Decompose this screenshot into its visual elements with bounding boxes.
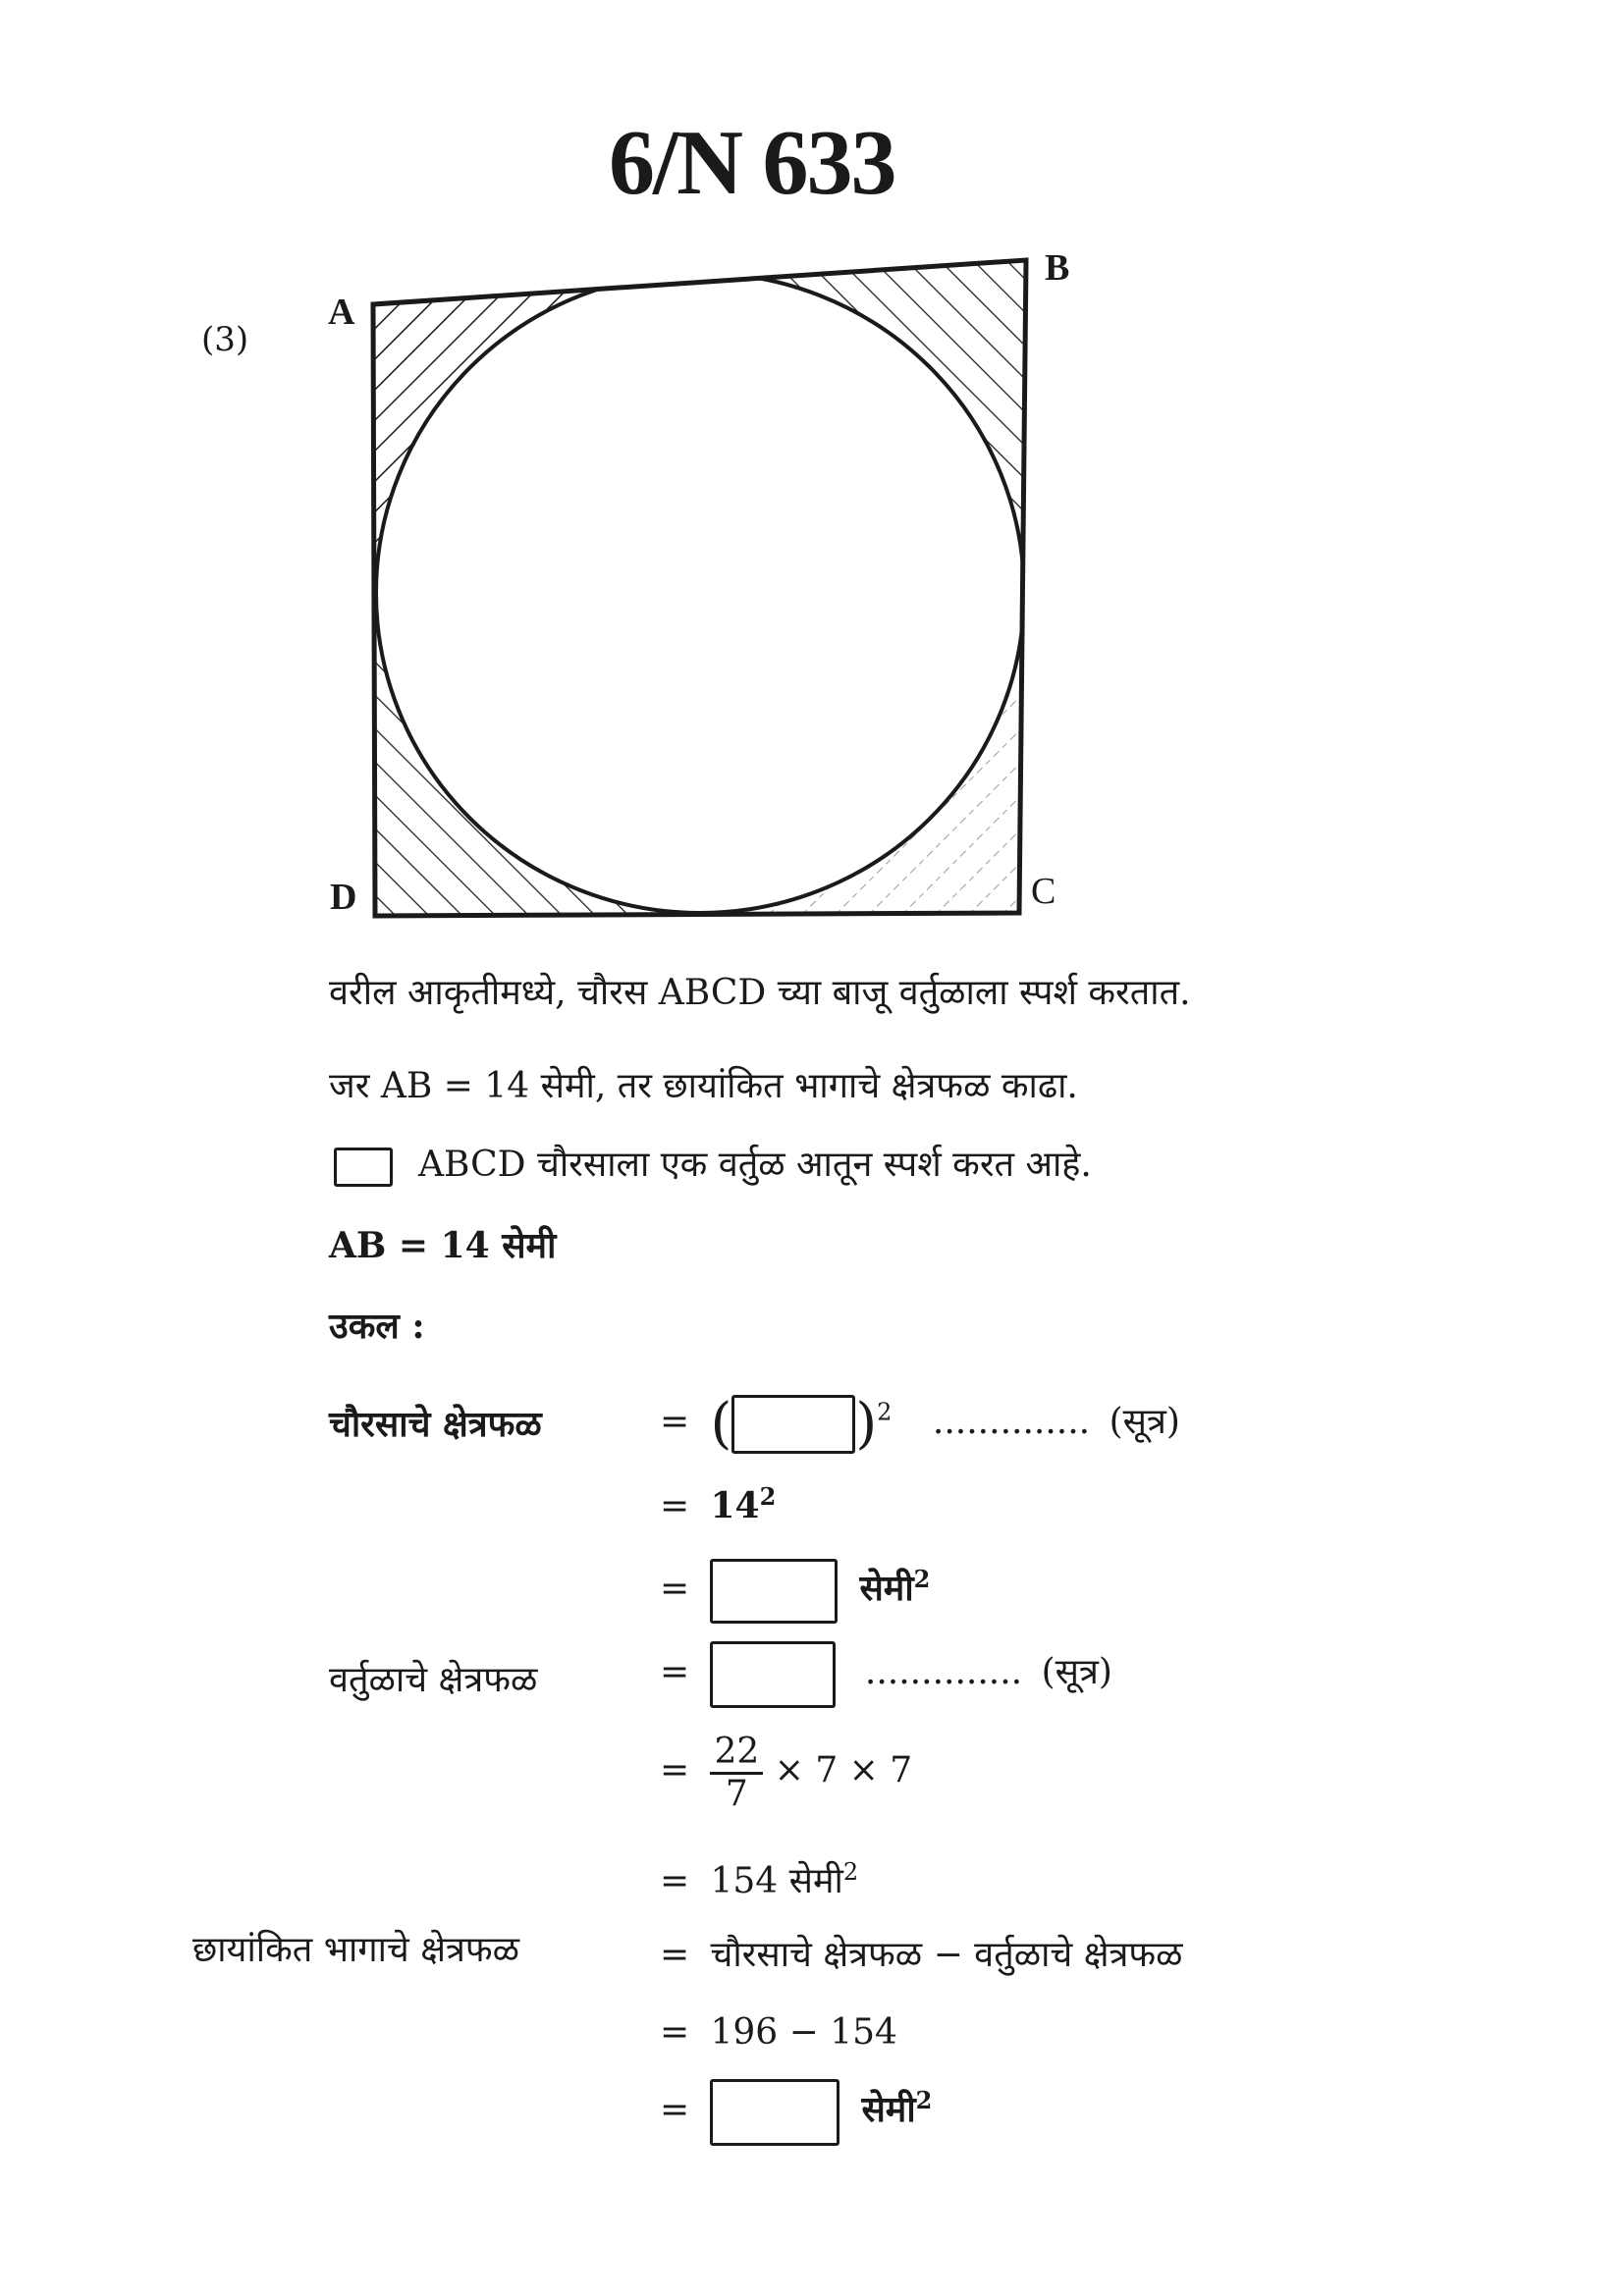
statement-line-2: जर AB = 14 सेमी, तर छायांकित भागाचे क्षेत्रफळ काढा. (329, 1066, 1078, 1106)
formula-note: (सूत्र) (1109, 1401, 1180, 1442)
checkbox-empty[interactable] (334, 1148, 393, 1187)
shaded-formula: = चौरसाचे क्षेत्रफळ − वर्तुळाचे क्षेत्रफळ (660, 1935, 1183, 1975)
shaded-formula-text: चौरसाचे क्षेत्रफळ − वर्तुळाचे क्षेत्रफळ (710, 1935, 1183, 1975)
question-number: (3) (201, 320, 249, 359)
vertex-label-d: D (330, 877, 357, 918)
shaded-area-label: छायांकित भागाचे क्षेत्रफळ (192, 1930, 520, 1970)
square-step-3: = सेमी$^2$ (660, 1559, 930, 1624)
fraction-22-7: $\frac{22}{7}$ (710, 1733, 763, 1813)
circle-result: 154 सेमी (710, 1861, 843, 1901)
formula-note: (सूत्र) (1041, 1652, 1112, 1692)
inscribed-circle (376, 273, 1024, 913)
formula-dots: .............. (932, 1401, 1091, 1442)
square-circle-figure (314, 236, 1080, 942)
circle-step-2: = $\frac{22}{7}$ × 7 × 7 (660, 1732, 913, 1814)
square-step-2-value: 14 (710, 1485, 760, 1526)
formula-dots: .............. (864, 1652, 1023, 1692)
shaded-step-3: = सेमी$^2$ (660, 2079, 932, 2146)
circle-area-label: वर्तुळाचे क्षेत्रफळ (329, 1660, 538, 1700)
paren-close: ) (855, 1392, 878, 1456)
superscript: 2 (877, 1398, 893, 1426)
square-step-2: = $14^2$ (660, 1482, 777, 1526)
circle-step-3: = 154 सेमी$^2$ (660, 1858, 859, 1901)
answer-box-shaded-area[interactable] (710, 2079, 839, 2146)
answer-box-square-formula[interactable] (731, 1395, 855, 1454)
solution-label: उकल : (329, 1306, 425, 1347)
answer-box-square-area[interactable] (710, 1559, 838, 1624)
unit-sq: सेमी (859, 1568, 914, 1609)
vertex-label-c: C (1031, 871, 1056, 912)
equals-sign: = (660, 1401, 690, 1442)
shaded-step-2-value: 196 − 154 (710, 2012, 897, 2053)
circle-area-formula: = .............. (सूत्र) (660, 1641, 1112, 1708)
statement-line-1: वरील आकृतीमध्ये, चौरस ABCD च्या बाजू वर्तुळाला स्पर्श करतात. (329, 973, 1191, 1013)
given-ab: AB = 14 सेमी (329, 1225, 557, 1266)
vertex-label-a: A (328, 292, 355, 333)
given-line (334, 1139, 1092, 1187)
given-text: ABCD चौरसाला एक वर्तुळ आतून स्पर्श करत आहे. (418, 1145, 1092, 1185)
square-area-label: चौरसाचे क्षेत्रफळ (329, 1404, 542, 1445)
answer-box-circle-formula[interactable] (710, 1641, 836, 1708)
fraction-rest: × 7 × 7 (774, 1750, 913, 1791)
paren-open: ( (710, 1392, 732, 1456)
shaded-step-2: = 196 − 154 (660, 2012, 897, 2053)
square-area-formula (660, 1392, 1180, 1456)
page-title: 6/N 633 (609, 112, 895, 214)
vertex-label-b: B (1045, 247, 1070, 289)
